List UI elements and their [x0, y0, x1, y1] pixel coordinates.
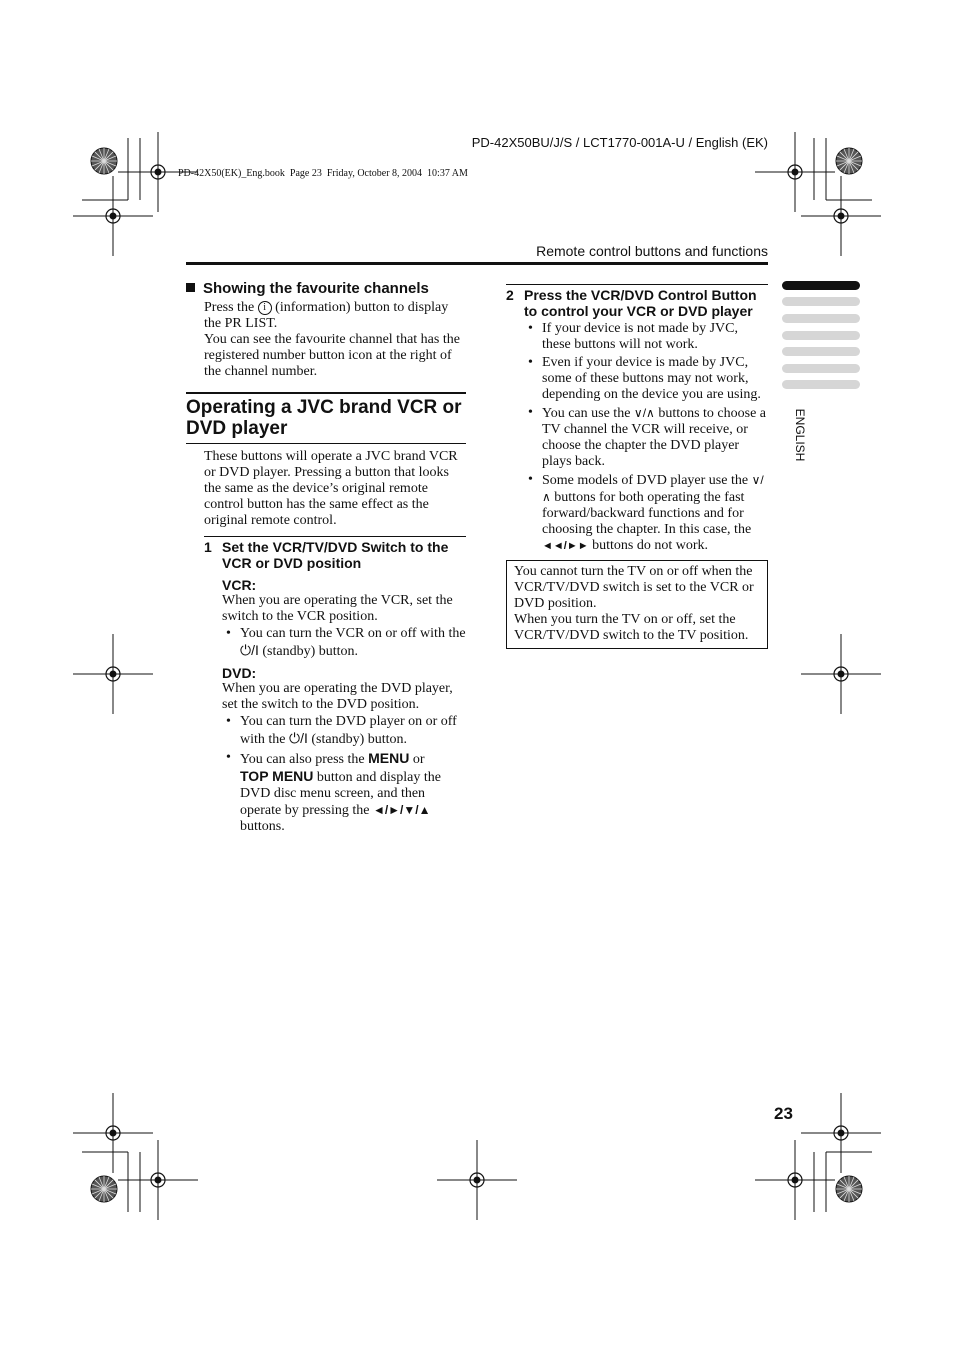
side-tab — [782, 281, 860, 290]
model-line: PD-42X50BU/J/S / LCT1770-001A-U / English (EK) — [471, 135, 768, 150]
channel-updown-icon: ∨/∧ — [542, 473, 764, 504]
step1-title: Set the VCR/TV/DVD Switch to the VCR or DVD position — [222, 539, 449, 571]
dvd-bullets — [222, 714, 466, 835]
operating-title: Operating a JVC brand VCR or DVD player — [186, 397, 462, 439]
menu-button-label: MENU — [368, 750, 410, 766]
step2 — [506, 287, 768, 556]
step1 — [204, 539, 466, 837]
list-item: • You can use the ∨/∧ buttons to choose a TV channel the VCR will receive, or choose the chapter the DVD player plays back. — [524, 405, 768, 470]
list-item: • Even if your device is made by JVC, some of these buttons may not work, depending on the device you are using. — [524, 355, 768, 403]
operating-rule-bottom — [186, 443, 466, 444]
note-box — [506, 560, 768, 649]
favourite-para-2: You can see the favourite channel that has the registered number button icon at the right of the channel number. — [204, 332, 460, 379]
book-info: PD-42X50(EK)_Eng.book Page 23 Friday, October 8, 2004 10:37 AM — [178, 168, 468, 179]
list-item: • If your device is not made by JVC, these buttons will not work. — [524, 321, 768, 353]
side-tab-bar — [782, 331, 860, 340]
step2-number: 2 — [506, 287, 514, 303]
side-tab-bar — [782, 297, 860, 306]
favourite-para-1: Press the i (information) button to display the PR LIST. — [204, 300, 449, 331]
top-menu-button-label: TOP MENU — [240, 768, 314, 784]
square-bullet-icon — [186, 283, 195, 292]
side-tab-bar — [782, 364, 860, 373]
operating-intro: These buttons will operate a JVC brand VCR or DVD player. Pressing a button that looks the same as the device’s original remote control button has the same effect as the original remote control. — [204, 449, 458, 528]
note-line-2: When you turn the TV on or off, set the VCR/TV/DVD switch to the TV position. — [514, 612, 749, 643]
side-tab-label: ENGLISH — [793, 408, 807, 462]
favourite-section — [186, 280, 466, 380]
list-item: • You can turn the VCR on or off with the ⏻/I (standby) button. — [222, 626, 466, 660]
side-tab-bar — [782, 314, 860, 323]
channel-updown-icon: ∨/∧ — [633, 406, 655, 420]
header-rule — [186, 262, 768, 265]
skip-arrows-icon: ◄◄/►► — [542, 540, 589, 552]
side-tab-bar — [782, 380, 860, 389]
page-number: 23 — [774, 1104, 793, 1123]
vcr-bullets — [222, 626, 466, 660]
step1-rule — [204, 536, 466, 537]
section-title: Remote control buttons and functions — [536, 243, 768, 259]
list-item: • You can turn the DVD player on or off with the ⏻/I (standby) button. — [222, 714, 466, 748]
cursor-arrows-icon: ◄/►/▼/▲ — [372, 803, 431, 817]
list-item: • You can also press the MENU or TOP MENU button and display the DVD disc menu screen, and then operate by pressing the ◄/►/▼/▲ buttons. — [222, 750, 466, 835]
list-item: • Some models of DVD player use the ∨/∧ buttons for both operating the fast forward/backward functions and for choosing the chapter. In this case, the ◄◄/►► buttons do not work. — [524, 472, 768, 554]
standby-icon: ⏻/I — [240, 642, 259, 658]
dvd-label: DVD: — [222, 665, 257, 681]
vcr-label: VCR: — [222, 577, 257, 593]
standby-icon: ⏻/I — [289, 730, 308, 746]
step2-bullets — [524, 321, 768, 554]
dvd-text: When you are operating the DVD player, set the switch to the DVD position. — [222, 681, 453, 712]
note-line-1: You cannot turn the TV on or off when the VCR/TV/DVD switch is set to the VCR or DVD position. — [514, 564, 754, 611]
operating-rule-top — [186, 392, 466, 394]
favourite-heading: Showing the favourite channels — [203, 280, 429, 297]
vcr-text: When you are operating the VCR, set the switch to the VCR position. — [222, 593, 453, 624]
step1-number: 1 — [204, 539, 212, 555]
side-tab-bar — [782, 347, 860, 356]
step2-rule — [506, 284, 768, 285]
step2-title: Press the VCR/DVD Control Button to control your VCR or DVD player — [524, 287, 757, 319]
info-icon: i — [258, 301, 272, 315]
